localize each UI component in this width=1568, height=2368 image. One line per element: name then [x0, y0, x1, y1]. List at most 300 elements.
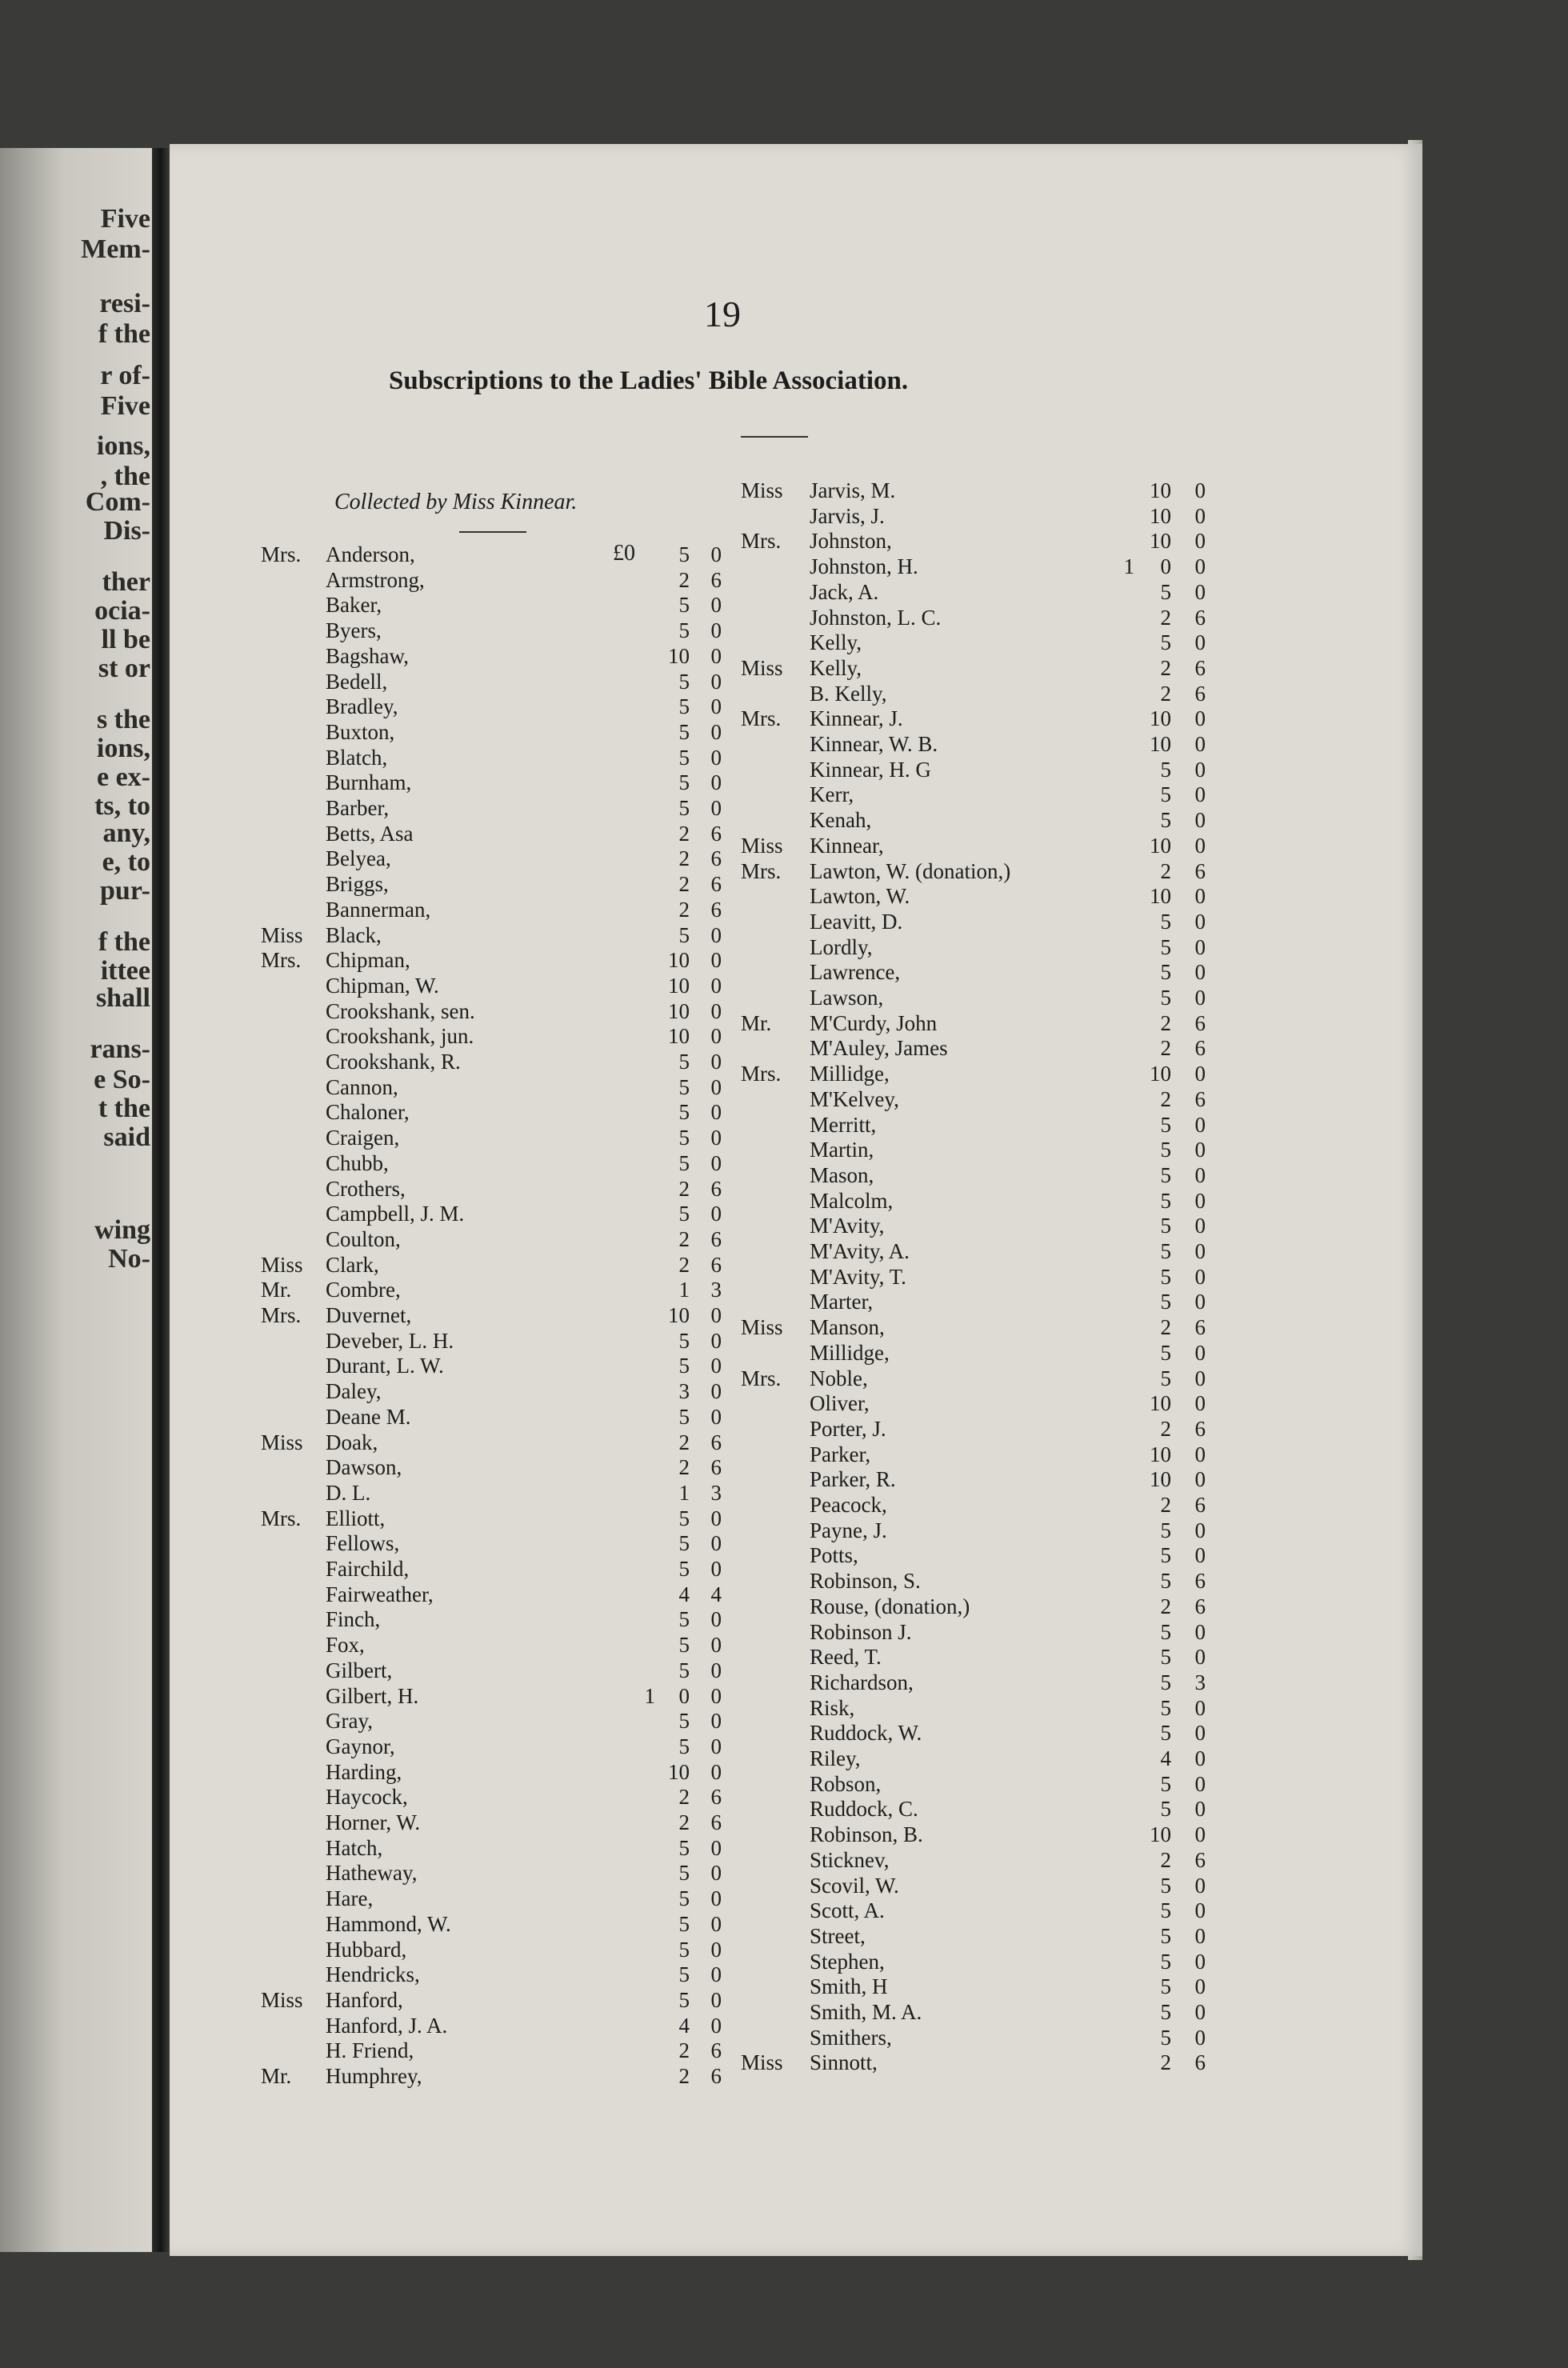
left-page-text-fragment: wing — [94, 1215, 150, 1245]
amount-pence: 6 — [710, 1252, 722, 1277]
amount-shillings: 5 — [678, 694, 690, 719]
amount-pence: 0 — [1194, 1543, 1206, 1568]
amount-pence: 0 — [1194, 1797, 1206, 1822]
amount-shillings: 5 — [1160, 579, 1171, 604]
subscriber-name: Bannerman, — [326, 897, 431, 922]
subscriber-name: Richardson, — [810, 1670, 914, 1694]
amount-pence: 6 — [710, 1176, 722, 1201]
amount-shillings: 5 — [1160, 1645, 1171, 1670]
subscriber-name: Craigen, — [326, 1126, 400, 1150]
amount-pence: 0 — [1194, 884, 1206, 909]
amount-pence: 0 — [710, 593, 722, 618]
subscriber-name: Duvernet, — [326, 1303, 412, 1327]
amount-shillings: 2 — [678, 567, 690, 592]
subscriber-name: Jarvis, M. — [810, 478, 896, 502]
subscriber-title: Miss — [261, 1252, 303, 1277]
subscriber-name: Bedell, — [326, 669, 388, 694]
amount-pence: 0 — [1194, 1898, 1206, 1923]
amount-shillings: 5 — [678, 618, 690, 643]
left-page-text-fragment: f the — [98, 319, 150, 349]
amount-pence: 3 — [1194, 1670, 1206, 1694]
amount-shillings: 5 — [1160, 1340, 1171, 1365]
amount-shillings: 2 — [1160, 1416, 1171, 1441]
amount-pence: 6 — [710, 846, 722, 871]
amount-pence: 0 — [1194, 934, 1206, 959]
amount-shillings: 5 — [1160, 1239, 1171, 1263]
left-page-text-fragment: Dis- — [103, 516, 150, 546]
amount-shillings: 5 — [1160, 1797, 1171, 1822]
subscriber-name: Parker, R. — [810, 1467, 896, 1492]
subscriber-name: Mason, — [810, 1162, 874, 1187]
amount-shillings: 5 — [1160, 2025, 1171, 2050]
subscriber-name: Lawson, — [810, 986, 884, 1010]
subscriber-name: Reed, T. — [810, 1645, 882, 1670]
amount-shillings: 2 — [1160, 1493, 1171, 1517]
amount-pence: 0 — [1194, 1239, 1206, 1263]
amount-pence: 0 — [1194, 1188, 1206, 1213]
amount-shillings: 5 — [1160, 1188, 1171, 1213]
amount-shillings: 10 — [1150, 1062, 1171, 1086]
subscriber-name: Merritt, — [810, 1112, 877, 1137]
subscriber-name: Buxton, — [326, 719, 395, 744]
left-page-text-fragment: Com- — [85, 487, 150, 517]
subscriber-name: M'Avity, — [810, 1214, 885, 1238]
subscriber-name: Johnston, H. — [810, 554, 918, 579]
amount-pence: 6 — [710, 2038, 722, 2063]
amount-pence: 0 — [710, 1835, 722, 1860]
amount-shillings: 5 — [1160, 934, 1171, 959]
subscriber-name: Oliver, — [810, 1391, 870, 1416]
amount-pence: 0 — [1194, 706, 1206, 731]
amount-pence: 0 — [1194, 1162, 1206, 1187]
amount-pence: 0 — [1194, 986, 1206, 1010]
amount-pence: 6 — [710, 1455, 722, 1480]
amount-pence: 0 — [710, 1987, 722, 2012]
amount-pence: 6 — [1194, 2050, 1206, 2075]
subscriber-name: Fellows, — [326, 1531, 400, 1556]
amount-pence: 0 — [710, 1557, 722, 1581]
amount-pence: 0 — [1194, 1467, 1206, 1492]
left-page-text-fragment: r of- — [100, 361, 150, 390]
amount-shillings: 2 — [678, 1810, 690, 1834]
left-page-text-fragment: ther — [102, 567, 150, 597]
left-page-text-fragment: ll be — [101, 625, 150, 654]
amount-shillings: 5 — [1160, 1138, 1171, 1162]
amount-shillings: 5 — [678, 1404, 690, 1429]
amount-shillings: 10 — [1150, 529, 1171, 554]
amount-pence: 0 — [710, 719, 722, 744]
amount-pence: 6 — [1194, 1036, 1206, 1061]
amount-pence: 0 — [710, 1531, 722, 1556]
amount-shillings: 5 — [1160, 1898, 1171, 1923]
amount-pence: 0 — [1194, 1746, 1206, 1770]
amount-pence: 0 — [710, 1759, 722, 1784]
subscriber-title: Mrs. — [261, 542, 302, 566]
subscriber-name: Hanford, — [326, 1987, 403, 2012]
amount-pence: 0 — [710, 1861, 722, 1886]
amount-pence: 3 — [710, 1480, 722, 1505]
subscriber-name: Haycock, — [326, 1785, 408, 1810]
subscriber-name: Rouse, (donation,) — [810, 1594, 970, 1618]
amount-pence: 6 — [1194, 1493, 1206, 1517]
amount-pence: 6 — [1194, 1594, 1206, 1618]
subscriber-name: M'Kelvey, — [810, 1086, 899, 1111]
amount-pence: 0 — [710, 1202, 722, 1226]
amount-pence: 0 — [1194, 1112, 1206, 1137]
subscriber-title: Mrs. — [741, 858, 782, 883]
amount-pence: 6 — [1194, 655, 1206, 680]
amount-shillings: 5 — [1160, 1214, 1171, 1238]
amount-pence: 0 — [1194, 782, 1206, 807]
subscriber-name: Hatch, — [326, 1835, 383, 1860]
amount-pence: 0 — [710, 1050, 722, 1074]
amount-pence: 0 — [710, 1100, 722, 1125]
subscriber-name: Kinnear, W. B. — [810, 732, 938, 756]
subscriber-name: Riley, — [810, 1746, 861, 1770]
subscriber-name: Lawrence, — [810, 960, 901, 985]
amount-shillings: 10 — [668, 1303, 690, 1327]
subscriber-title: Mrs. — [261, 1303, 302, 1327]
subscriber-name: Martin, — [810, 1138, 874, 1162]
subscriber-name: Horner, W. — [326, 1810, 421, 1834]
subscriber-name: Crookshank, jun. — [326, 1024, 474, 1049]
amount-shillings: 10 — [668, 973, 690, 998]
amount-pence: 0 — [710, 1734, 722, 1758]
subscriber-title: Mr. — [261, 2064, 292, 2088]
amount-pence: 0 — [710, 1658, 722, 1682]
amount-shillings: 5 — [678, 1633, 690, 1658]
amount-shillings: 5 — [1160, 1949, 1171, 1974]
subscriber-name: Blatch, — [326, 745, 388, 770]
amount-shillings: 5 — [1160, 1923, 1171, 1948]
amount-shillings: 5 — [1160, 1670, 1171, 1694]
subscriber-name: Dawson, — [326, 1455, 402, 1480]
subscriber-name: Risk, — [810, 1695, 855, 1720]
amount-pence: 0 — [1194, 1340, 1206, 1365]
subscriber-name: Armstrong, — [326, 567, 425, 592]
subscriber-title: Miss — [741, 1315, 783, 1340]
amount-shillings: 5 — [678, 1962, 690, 1987]
subscriber-name: Sinnott, — [810, 2050, 878, 2075]
amount-shillings: 5 — [1160, 1112, 1171, 1137]
amount-shillings: 2 — [678, 1252, 690, 1277]
subscriber-name: Hare, — [326, 1886, 374, 1911]
amount-shillings: 5 — [1160, 630, 1171, 655]
subscriber-name: Black, — [326, 922, 382, 947]
page-title: Subscriptions to the Ladies' Bible Association. — [389, 366, 909, 395]
left-page-text-fragment: t the — [98, 1094, 150, 1123]
amount-shillings: 5 — [678, 1658, 690, 1682]
left-page-text-fragment: e, to — [102, 847, 150, 877]
amount-shillings: 10 — [1150, 833, 1171, 858]
amount-shillings: 5 — [678, 1354, 690, 1378]
amount-pence: 0 — [1194, 909, 1206, 934]
amount-pence: 6 — [1194, 681, 1206, 706]
subscriber-name: Barber, — [326, 796, 390, 820]
amount-shillings: 3 — [678, 1379, 690, 1404]
subscriber-name: Marter, — [810, 1290, 874, 1314]
amount-pence: 0 — [1194, 630, 1206, 655]
subscriber-name: Peacock, — [810, 1493, 887, 1517]
amount-shillings: 5 — [1160, 782, 1171, 807]
amount-pence: 0 — [710, 796, 722, 820]
left-page-text-fragment: No- — [108, 1244, 150, 1274]
amount-shillings: 5 — [1160, 960, 1171, 985]
amount-shillings: 10 — [668, 998, 690, 1023]
subscriber-name: M'Curdy, John — [810, 1010, 938, 1035]
page-number: 19 — [704, 294, 741, 334]
subscriber-name: Harding, — [326, 1759, 402, 1784]
amount-shillings: 5 — [1160, 1974, 1171, 1999]
amount-pence: 0 — [1194, 833, 1206, 858]
amount-pence: 0 — [710, 1607, 722, 1632]
left-page-text-fragment: Five — [100, 391, 150, 421]
subscriber-title: Miss — [261, 922, 303, 947]
subscriber-name: Millidge, — [810, 1062, 890, 1086]
collector-heading: Collected by Miss Kinnear. — [334, 490, 578, 514]
amount-shillings: 5 — [678, 1835, 690, 1860]
amount-pence: 0 — [710, 922, 722, 947]
subscriber-name: H. Friend, — [326, 2038, 414, 2063]
amount-shillings: 5 — [1160, 1366, 1171, 1390]
amount-shillings: 5 — [678, 1607, 690, 1632]
amount-pence: 4 — [710, 1582, 722, 1606]
book-gutter — [152, 148, 170, 2252]
amount-shillings: 10 — [1150, 1391, 1171, 1416]
amount-shillings: 5 — [678, 1100, 690, 1125]
subscriber-name: Gray, — [326, 1709, 373, 1734]
subscriber-title: Mrs. — [741, 1366, 782, 1390]
amount-pence: 0 — [1194, 1721, 1206, 1746]
amount-pence: 0 — [710, 1506, 722, 1530]
amount-shillings: 1 — [678, 1480, 690, 1505]
amount-shillings: 5 — [1160, 1518, 1171, 1542]
left-page-text-fragment: ocia- — [94, 596, 150, 626]
amount-shillings: 2 — [1160, 605, 1171, 630]
subscriber-name: Smith, H — [810, 1974, 888, 1999]
amount-shillings: 5 — [678, 1074, 690, 1099]
subscriber-title: Miss — [741, 833, 783, 858]
amount-shillings: 1 — [678, 1278, 690, 1302]
amount-pence: 6 — [1194, 1010, 1206, 1035]
amount-shillings: 5 — [678, 770, 690, 795]
subscriber-name: Fairweather, — [326, 1582, 434, 1606]
subscriber-name: Scovil, W. — [810, 1873, 899, 1898]
left-page-text-fragment: f the — [98, 927, 150, 957]
amount-shillings: 2 — [678, 897, 690, 922]
subscriber-name: Briggs, — [326, 872, 389, 897]
subscriber-name: D. L. — [326, 1480, 371, 1505]
subscriber-name: Crothers, — [326, 1176, 406, 1201]
amount-pence: 0 — [1194, 1138, 1206, 1162]
amount-shillings: 10 — [1150, 884, 1171, 909]
left-page-text-fragment: e So- — [94, 1065, 150, 1094]
amount-pence: 0 — [1194, 579, 1206, 604]
subscriber-name: Chubb, — [326, 1150, 389, 1175]
amount-pounds: 1 — [1123, 554, 1134, 579]
subscriber-name: Gilbert, H. — [326, 1683, 419, 1708]
amount-pence: 0 — [710, 694, 722, 719]
left-page-text-fragment: , the — [100, 462, 150, 491]
amount-pounds: 1 — [644, 1683, 655, 1708]
amount-pence: 0 — [1194, 732, 1206, 756]
subscriber-name: Bagshaw, — [326, 643, 409, 668]
amount-shillings: 5 — [1160, 757, 1171, 782]
amount-shillings: 2 — [1160, 1315, 1171, 1340]
amount-pence: 0 — [1194, 1518, 1206, 1542]
amount-shillings: 5 — [678, 669, 690, 694]
subscriber-name: Malcolm, — [810, 1188, 894, 1213]
amount-shillings: 5 — [1160, 1721, 1171, 1746]
subscriber-name: Kinnear, H. G — [810, 757, 931, 782]
subscriber-name: Deveber, L. H. — [326, 1328, 454, 1353]
amount-pence: 0 — [710, 1709, 722, 1734]
amount-shillings: 2 — [1160, 1086, 1171, 1111]
amount-pence: 0 — [1194, 503, 1206, 528]
subscriber-name: Elliott, — [326, 1506, 386, 1530]
amount-pence: 0 — [710, 2013, 722, 2038]
amount-shillings: 5 — [678, 719, 690, 744]
amount-pence: 0 — [1194, 1695, 1206, 1720]
left-page-text-fragment: rans- — [90, 1034, 150, 1064]
subscriber-name: Bradley, — [326, 694, 398, 719]
subscriber-name: M'Avity, T. — [810, 1264, 906, 1289]
amount-shillings: 2 — [678, 2064, 690, 2088]
collector-rule — [459, 531, 526, 533]
amount-shillings: 5 — [1160, 986, 1171, 1010]
amount-pence: 0 — [710, 1404, 722, 1429]
amount-shillings: 5 — [1160, 1290, 1171, 1314]
subscriber-name: Porter, J. — [810, 1416, 886, 1441]
amount-pence: 0 — [1194, 1771, 1206, 1796]
subscriber-name: B. Kelly, — [810, 681, 887, 706]
amount-shillings: 5 — [678, 796, 690, 820]
amount-shillings: 0 — [678, 1683, 690, 1708]
subscriber-name: Coulton, — [326, 1226, 401, 1251]
amount-shillings: 2 — [1160, 655, 1171, 680]
amount-shillings: 2 — [678, 2038, 690, 2063]
subscriber-name: Combre, — [326, 1278, 401, 1302]
amount-pence: 0 — [710, 770, 722, 795]
amount-pence: 0 — [710, 1937, 722, 1962]
amount-pence: 0 — [1194, 757, 1206, 782]
subscriber-name: Fairchild, — [326, 1557, 410, 1581]
amount-shillings: 2 — [678, 1176, 690, 1201]
amount-shillings: 5 — [678, 1709, 690, 1734]
amount-pence: 0 — [710, 1354, 722, 1378]
amount-shillings: 2 — [678, 872, 690, 897]
subscriber-title: Mrs. — [741, 706, 782, 731]
subscriber-name: Noble, — [810, 1366, 868, 1390]
subscriber-name: Kelly, — [810, 630, 862, 655]
subscriber-name: Kerr, — [810, 782, 854, 807]
title-rule — [741, 436, 808, 438]
subscriber-name: Daley, — [326, 1379, 382, 1404]
amount-pence: 0 — [1194, 1949, 1206, 1974]
amount-pence: 0 — [1194, 1391, 1206, 1416]
amount-pence: 0 — [1194, 1264, 1206, 1289]
left-page-text-fragment: ions, — [96, 734, 150, 763]
amount-shillings: 5 — [1160, 1771, 1171, 1796]
subscriber-name: Humphrey, — [326, 2064, 422, 2088]
left-page-text-fragment: shall — [95, 983, 150, 1013]
amount-pence: 6 — [1194, 1416, 1206, 1441]
amount-pence: 0 — [1194, 1822, 1206, 1847]
subscriber-name: Hanford, J. A. — [326, 2013, 448, 2038]
amount-shillings: 5 — [1160, 2000, 1171, 2024]
amount-pence: 0 — [1194, 1974, 1206, 1999]
amount-pence: 6 — [710, 872, 722, 897]
subscriber-name: Robson, — [810, 1771, 882, 1796]
amount-pence: 6 — [1194, 1569, 1206, 1594]
subscriber-name: Chaloner, — [326, 1100, 410, 1125]
subscriber-name: Kenah, — [810, 808, 872, 833]
amount-shillings: 5 — [678, 1937, 690, 1962]
amount-pence: 0 — [710, 1379, 722, 1404]
amount-pence: 0 — [1194, 478, 1206, 502]
amount-pence: 0 — [1194, 1290, 1206, 1314]
subscriber-name: Kinnear, J. — [810, 706, 903, 731]
amount-shillings: 2 — [678, 1430, 690, 1454]
amount-shillings: 5 — [678, 1987, 690, 2012]
subscriber-name: Kelly, — [810, 655, 862, 680]
amount-pence: 0 — [710, 745, 722, 770]
subscriber-name: Crookshank, R. — [326, 1050, 461, 1074]
subscriber-name: Baker, — [326, 593, 382, 618]
subscriber-name: Hubbard, — [326, 1937, 407, 1962]
amount-pence: 0 — [710, 1303, 722, 1327]
amount-pence: 6 — [1194, 1315, 1206, 1340]
subscriber-title: Mrs. — [261, 1506, 302, 1530]
amount-pence: 6 — [710, 1810, 722, 1834]
subscriber-name: Millidge, — [810, 1340, 890, 1365]
amount-shillings: 10 — [1150, 503, 1171, 528]
amount-pence: 6 — [710, 821, 722, 846]
subscriber-name: Anderson, — [326, 542, 415, 566]
subscriber-name: Smithers, — [810, 2025, 892, 2050]
amount-shillings: 2 — [1160, 858, 1171, 883]
subscriber-name: Gaynor, — [326, 1734, 395, 1758]
amount-shillings: 2 — [678, 846, 690, 871]
subscriber-name: Deane M. — [326, 1404, 411, 1429]
amount-shillings: 5 — [678, 922, 690, 947]
amount-shillings: 5 — [1160, 808, 1171, 833]
subscriber-name: Hatheway, — [326, 1861, 418, 1886]
amount-pence: 6 — [710, 567, 722, 592]
amount-shillings: 2 — [678, 1226, 690, 1251]
amount-shillings: 10 — [668, 948, 690, 973]
subscriber-name: Chipman, W. — [326, 973, 439, 998]
subscriber-name: Byers, — [326, 618, 382, 643]
subscriber-name: Cannon, — [326, 1074, 398, 1099]
amount-shillings: 5 — [678, 1328, 690, 1353]
amount-pence: 0 — [710, 1126, 722, 1150]
amount-shillings: 5 — [678, 1050, 690, 1074]
subscriber-title: Miss — [261, 1430, 303, 1454]
amount-shillings: 4 — [678, 1582, 690, 1606]
amount-shillings: 2 — [1160, 1847, 1171, 1872]
amount-shillings: 10 — [1150, 1442, 1171, 1466]
amount-shillings: 5 — [678, 745, 690, 770]
amount-shillings: 5 — [678, 1886, 690, 1911]
subscriber-name: Fox, — [326, 1633, 365, 1658]
amount-shillings: 0 — [1160, 554, 1171, 579]
amount-pence: 0 — [1194, 1366, 1206, 1390]
amount-pence: 6 — [710, 1430, 722, 1454]
subscriber-name: Doak, — [326, 1430, 378, 1454]
subscriber-title: Miss — [741, 2050, 783, 2075]
subscriber-name: Belyea, — [326, 846, 391, 871]
